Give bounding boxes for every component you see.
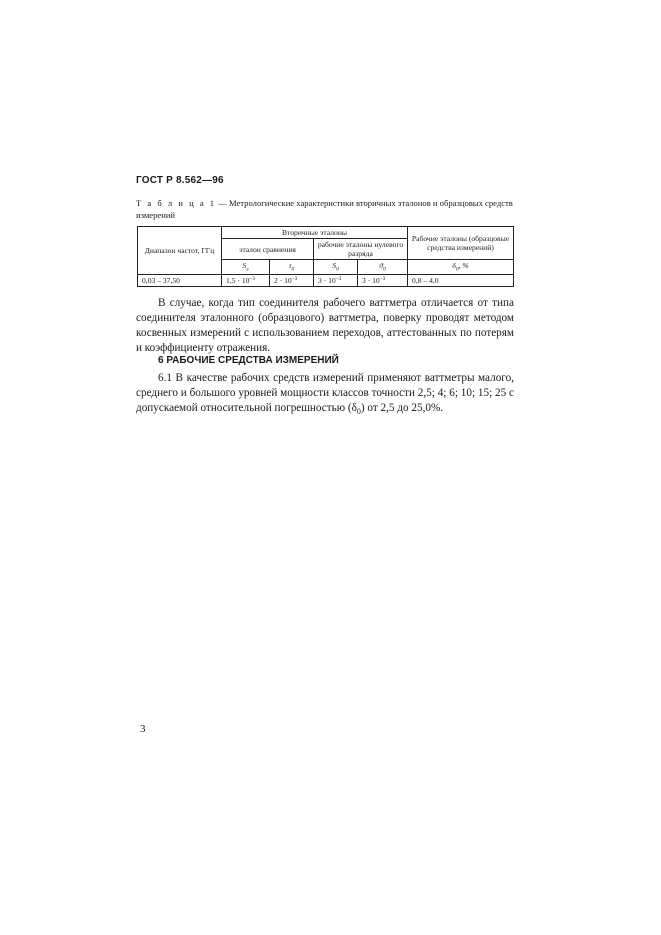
paragraph-text: В случае, когда тип соединителя рабочего ваттметра отличается от типа соединителя эталонного (образцового) ваттметра, поверку проводят методом косвенных измерений с использованием переходов, аттестованных по потерям и коэффициенту отражения.	[136, 297, 514, 354]
paragraph-text: 6.1 В качестве рабочих средств измерений применяют ваттметры малого, среднего и большого уровней мощности классов точности 2,5; 4; 6; 10; 15; 25 с допускаемой относительной погрешностью $(\delta_0)$ от 2,5 до 25,0%.	[136, 372, 514, 417]
header-working-standards: Рабочие эталоны (образцовые средства измерений)	[408, 227, 514, 260]
table-header-row-1	[138, 227, 514, 239]
paragraph-connector-note	[136, 296, 514, 356]
symbol-tau-0: $\tau_0$	[270, 260, 314, 275]
metrology-table	[137, 226, 514, 287]
symbol-s-eta: $S_э$	[222, 260, 270, 275]
paragraph-working-instruments	[136, 371, 514, 419]
cell-s-0: $3 \cdot 10^{-3}$	[314, 274, 358, 286]
symbol-theta-0: $ϑ_0$	[358, 260, 408, 275]
page-number: 3	[140, 723, 146, 735]
cell-tau-0: $2 \cdot 10^{-3}$	[270, 274, 314, 286]
header-secondary-standards: Вторичные эталоны	[222, 227, 408, 239]
table-caption	[136, 197, 526, 221]
cell-theta-0: $3 \cdot 10^{-3}$	[358, 274, 408, 286]
cell-frequency: 0,03 – 37,50	[138, 274, 222, 286]
cell-delta-0: 0,8 – 4,0	[408, 274, 514, 286]
header-frequency-range: Диапазон частот, ГГц	[138, 227, 222, 275]
table-row	[138, 274, 514, 286]
table-caption-text: — Метрологические характеристики вторичных эталонов и образцовых средств измерений	[136, 198, 513, 220]
section-title: 6 РАБОЧИЕ СРЕДСТВА ИЗМЕРЕНИЙ	[158, 355, 339, 366]
cell-s-eta: $1,5 \cdot 10^{-3}$	[222, 274, 270, 286]
header-zero-grade-standards: рабочие эталоны нулевого разряда	[314, 239, 408, 260]
table-caption-prefix: Т а б л и ц а 1	[136, 198, 217, 208]
header-comparison-standard: эталон сравнения	[222, 239, 314, 260]
document-code: ГОСТ Р 8.562—96	[136, 175, 224, 186]
symbol-delta-0: $\delta_0$, %	[408, 260, 514, 275]
symbol-s-0: $S_0$	[314, 260, 358, 275]
